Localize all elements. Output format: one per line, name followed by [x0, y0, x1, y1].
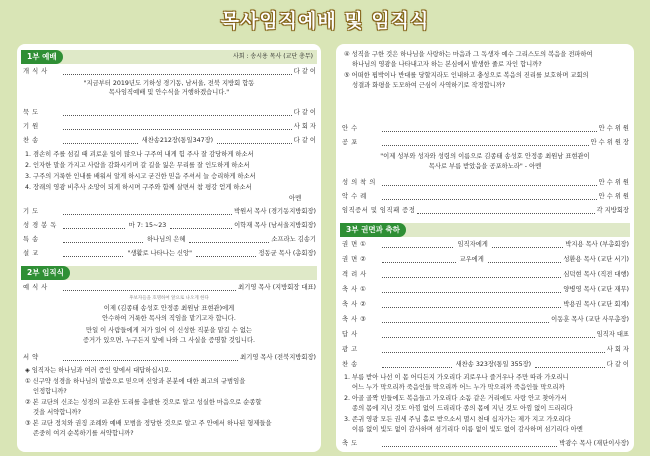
row-label: 격 려 사 — [342, 271, 367, 278]
hymn-amen: 아멘 — [289, 195, 302, 202]
row-label: 악 수 례 — [342, 193, 367, 200]
part3-header — [340, 223, 630, 237]
hymn2-row — [342, 360, 629, 370]
row-label: 기 도 — [23, 208, 39, 215]
vow-line: ① 신구약 성경을 하나님의 말씀으로 믿으며 신앙과 본분에 대한 최고의 규범임을 — [25, 378, 246, 385]
row-value: 사 회 자 — [293, 123, 316, 130]
row-mid: 임직자에게 — [457, 241, 488, 248]
row-mid: 새찬송212장(통일347장) — [141, 137, 214, 144]
bless-row — [342, 439, 629, 449]
program-row — [342, 300, 629, 310]
vow-line: ⑤ 어떠한 핍박이나 반대를 당할지라도 인내하고 충성으로 복음의 진리를 보호하며 교회의 — [344, 72, 589, 79]
vow-line: 인정합니까? — [33, 388, 67, 395]
row-value: 박원서 목사 (경기동지방회장) — [234, 208, 316, 215]
row-value: 임직자 대표 — [596, 331, 629, 338]
proclaim-line: 목사로 부름 받았음을 공포하노라" - 아멘 — [428, 163, 542, 170]
cert-row — [342, 206, 629, 216]
row-label: 성 의 착 의 — [342, 179, 376, 186]
exam-row — [23, 283, 316, 293]
prayer2-row — [23, 207, 316, 217]
page-title: 목사임직예배 및 임직식 — [220, 10, 430, 32]
hymn-verse: 1. 겸손히 주를 섬길 때 괴로운 일이 많으나 구주여 내게 힘 주사 잘 감당하게 하소서 — [25, 151, 254, 158]
vow-row — [23, 353, 316, 363]
row-mid: 마 7: 15~23 — [128, 222, 167, 229]
row-label: 권 면 ① — [342, 241, 367, 248]
row-label: 특 송 — [23, 236, 39, 243]
vow-line: 성결과 화평을 도모하여 근심이 사역하기로 작정합니까? — [352, 82, 506, 89]
row-value: 소프라노 김송기 — [271, 236, 316, 243]
hymn-verse: 4. 장래의 영광 비추사 소망이 되게 하시며 구주와 함께 살면서 참 평강 얻게 하소서 — [25, 184, 252, 191]
row-value: 각 지방회장 — [596, 207, 629, 214]
row-label: 축 도 — [342, 440, 358, 447]
row-label: 공 포 — [342, 139, 358, 146]
gown-row — [342, 178, 629, 188]
row-value: 심덕현 목사 (직전 대행) — [563, 271, 629, 278]
row-label: 축 사 ② — [342, 301, 367, 308]
ordain-row — [342, 124, 629, 134]
row-value: 사 회 자 — [606, 346, 629, 353]
declaration-line: "지금부터 2019년도 기하성 경기동, 남서울, 전북 지방회 합동 — [83, 80, 255, 87]
row-label: 답 사 — [342, 331, 358, 338]
part1-tag: 1부 예배 — [21, 50, 63, 64]
vow-line: 존중히 여겨 순복하기를 서약합니까? — [33, 430, 134, 437]
program-row — [342, 285, 629, 295]
row-label: 서 약 — [23, 354, 39, 361]
part2-tag: 2부 임직식 — [21, 266, 70, 280]
exam-line: 만일 이 사람들에게 저가 있어 이 신성한 직분을 맡길 수 없는 — [85, 327, 252, 334]
row-label: 설 교 — [23, 250, 39, 257]
row-value: 성환용 목사 (교단 서기) — [563, 256, 630, 263]
row-label: 기 원 — [23, 123, 39, 130]
right-panel — [336, 44, 634, 452]
row-value: 다 같 이 — [293, 68, 316, 75]
proclaim-line: "이제 성부와 성자와 성령의 이름으로 김종태 송성호 안정종 최원남 표현관이 — [380, 153, 590, 160]
row-value: 안 수 위 원 — [598, 193, 629, 200]
row-value: 이동훈 목사 (교단 사무총장) — [551, 316, 629, 323]
row-mid: 교우에게 — [459, 256, 484, 263]
row-label: 권 면 ② — [342, 256, 367, 263]
row-value: 안 수 위 원 장 — [590, 139, 629, 146]
vow-line: 하나님의 영광을 나타내고자 하는 본심에서 발생한 줄로 자인 합니까? — [352, 61, 542, 68]
exam-line: 안수하여 거룩한 목사의 직임을 맡기고자 합니다. — [102, 315, 236, 322]
row-label: 예 식 사 — [23, 284, 48, 291]
exam-line: 증거가 있으면, 누구든지 앞에 나와 그 사실을 증명할 것입니다. — [82, 337, 256, 344]
row-label: 찬 송 — [342, 361, 358, 368]
silent-row — [23, 108, 316, 118]
row-value: 최기영 목사 (전북지방회장) — [240, 354, 316, 361]
vow-line: ④ 성직을 구한 것은 하나님을 사랑하는 마음과 그 독생자 예수 그리스도의 복음을 전파하여 — [344, 51, 593, 58]
program-row — [342, 240, 629, 250]
row-label: 축 사 ① — [342, 286, 367, 293]
row-mid: 새찬송 323장(통일 355장) — [455, 361, 532, 368]
row-mid: "생활로 나타나는 신앙" — [127, 250, 192, 257]
hymn-verse: 2. 인자한 말을 가지고 사람을 감화시키며 갈 길을 잃은 무리를 잘 인도하게 하소서 — [25, 162, 250, 169]
hymn-verse: 3. 구주의 거룩한 인내를 배워서 알게 하시고 굳건한 믿음 주셔서 늘 승리하게 하소서 — [25, 173, 256, 180]
program-row — [342, 345, 629, 355]
hymn-verse: 종의 몸에 지닌 것도 아낌 없이 드리리다 종의 몸에 지닌 것도 아낌 없이 드리리다 — [352, 405, 573, 412]
program-row — [342, 330, 629, 340]
row-value: 이학재 목사 (남서울지방회장) — [234, 222, 316, 229]
row-value: 다 같 이 — [293, 137, 317, 144]
row-value: 안 수 위 원 — [598, 125, 629, 132]
row-value: 정동균 목사 (총회장) — [258, 250, 317, 257]
hymn-verse: 1. 부름 받아 나선 이 몸 어디든지 가오리다 괴로우나 즐거우나 주만 따라 가오리니 — [344, 374, 569, 381]
exam-line: 이제 (김종태 송성호 안정종 최원남 표현관)에게 — [103, 305, 235, 312]
row-label: 묵 도 — [23, 109, 39, 116]
opening-row — [23, 67, 316, 77]
part3-tag: 3부 권면과 축하 — [340, 223, 406, 237]
row-value: 최기영 목사 (지방회장 대표) — [238, 284, 316, 291]
row-label: 임직증서 및 임직패 증정 — [342, 207, 416, 214]
row-mid: 하나님의 은혜 — [146, 236, 186, 243]
hymn-verse: 3. 존귀 영광 모든 권세 주님 홀로 받으소서 멸시 천대 십자가는 제가 지고 가오리다 — [344, 416, 571, 423]
program-row — [342, 255, 629, 265]
row-value: 다 같 이 — [293, 109, 316, 116]
moderator: 사회 : 송시용 목사 (교단 총무) — [233, 53, 313, 60]
row-value: 안 수 위 원 — [598, 179, 629, 186]
vow-line: ③ 본 교단 정치와 권징 조례와 예배 모범을 정당한 것으로 알고 주 안에서 하나된 형제들을 — [25, 420, 272, 427]
part2-header — [21, 266, 317, 280]
prayer1-row — [23, 122, 316, 132]
hymn-verse: 어느 누가 막으리까 죽음인들 막으리까 어느 누가 막으리까 죽음인들 막으리까 — [352, 384, 565, 391]
hymn-verse: 이름 없이 빛도 없이 감사하며 섬기리다 이름 없이 빛도 없이 감사하며 섬기리다 아멘 — [352, 426, 583, 433]
row-label: 광 고 — [342, 346, 358, 353]
program-row — [342, 270, 629, 280]
program-row — [342, 315, 629, 325]
hymn-verse: 2. 아골 골짝 빈들에도 복음들고 가오리다 소돔 같은 거리에도 사랑 안고 찾아가서 — [344, 395, 567, 402]
row-value: 박용권 목사 (교단 회계) — [563, 301, 629, 308]
part1-header — [21, 50, 317, 64]
vow-head: ◈ 임직자는 하나님과 여러 증인 앞에서 대답하십시오. — [25, 367, 172, 374]
special-row — [23, 235, 316, 245]
left-panel — [17, 44, 321, 452]
proclaim-row — [342, 138, 629, 148]
declaration-line: 목사임직예배 및 안수식을 거행하겠습니다." — [108, 89, 230, 96]
title-bar — [0, 0, 650, 42]
row-label: 성 경 봉 독 — [23, 222, 57, 229]
row-label: 안 수 — [342, 125, 358, 132]
reading-row — [23, 221, 316, 231]
row-value: 박지용 목사 (부총회장) — [565, 241, 629, 248]
vow-line: ② 본 교단의 신조는 성경의 교훈한 도리를 총괄한 것으로 알고 성실한 마음으로 순종할 — [25, 399, 262, 406]
charge-row — [342, 192, 629, 202]
exam-note: 후보자들을 호명하여 앞으로 나오게 한다 — [129, 296, 209, 301]
row-value: 박광수 목사 (재단이사장) — [559, 440, 629, 447]
row-label: 축 사 ③ — [342, 316, 367, 323]
row-label: 개 식 사 — [23, 68, 48, 75]
hymn1-row — [23, 136, 316, 146]
row-value: 다 같 이 — [606, 361, 629, 368]
sermon-row — [23, 249, 316, 259]
vow-line: 것을 서약합니까? — [33, 409, 81, 416]
row-label: 찬 송 — [23, 137, 39, 144]
row-value: 양병영 목사 (교단 재무) — [563, 286, 629, 293]
